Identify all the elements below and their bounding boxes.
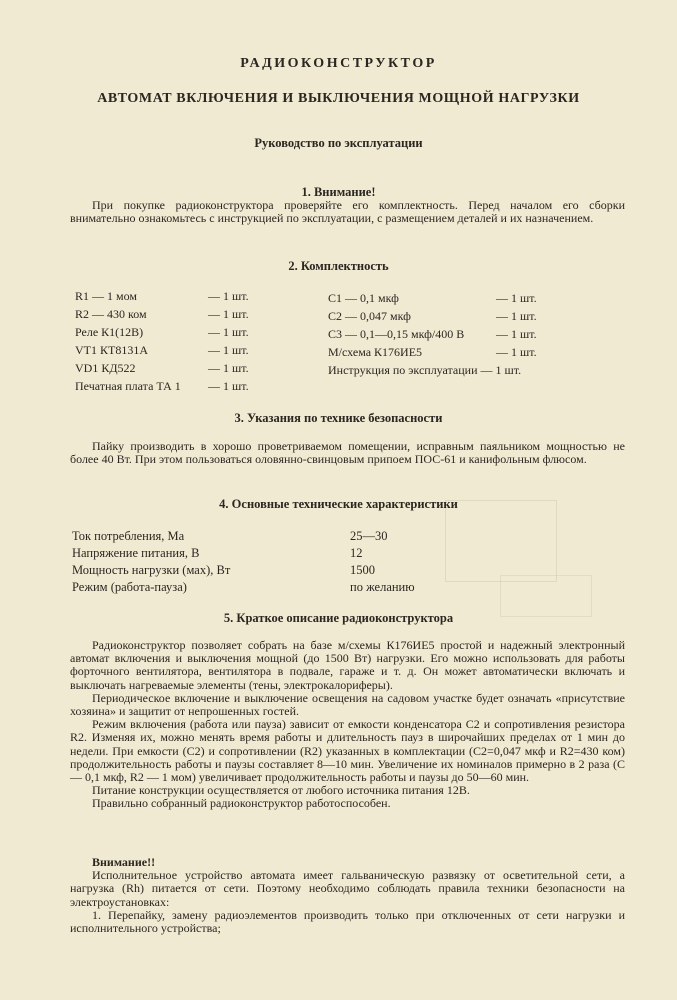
section-5-paragraph: Радиоконструктор позволяет собрать на базе м/схемы К176ИЕ5 простой и надежный электронный автомат включения и выключения мощной (до 1500 Вт) нагрузки. Его можно использовать для работы форточного вентилятора, вентилятора в подвале, гараже и т. д. Он может автоматически включать и выключать нагреваемые элементы (тены, электрокалориферы). <box>70 638 625 692</box>
section-5-paragraph: Питание конструкции осуществляется от любого источника питания 12В. <box>92 783 470 798</box>
warning-title: Внимание!! <box>92 855 156 869</box>
warning-paragraph: Исполнительное устройство автомата имеет гальваническую развязку от осветительной сети, а нагрузка (Rh) питается от сети. Поэтому необходимо соблюдать правила техники безопасности на электроустановках: <box>70 868 625 909</box>
section-5-title: 5. Краткое описание радиоконструктора <box>223 611 454 625</box>
kit-label: РАДИОКОНСТРУКТОР <box>240 56 437 71</box>
section-5-body <box>70 639 625 811</box>
section-4-title: 4. Основные технические характеристики <box>219 497 458 511</box>
section-3-title: 3. Указания по технике безопасности <box>234 411 443 425</box>
document-title: АВТОМАТ ВКЛЮЧЕНИЯ И ВЫКЛЮЧЕНИЯ МОЩНОЙ НАГРУЗКИ <box>97 91 580 106</box>
spec-row: Напряжение питания, В 12 <box>72 546 363 560</box>
spec-row: Режим (работа-пауза) по желанию <box>72 580 415 594</box>
section-5-paragraph: Периодическое включение и выключение освещения на садовом участке будет означать «присутствие хозяина» и защитит от непрошенных гостей. <box>70 690 625 719</box>
section-5-paragraph: Правильно собранный радиоконструктор работоспособен. <box>92 796 391 811</box>
manual-subtitle: Руководство по эксплуатации <box>254 136 423 150</box>
section-3-text: Пайку производить в хорошо проветриваемом помещении, исправным паяльником мощностью не более 40 Вт. При этом пользоваться оловянно-свинцовым припоем ПОС-61 и канифольным флюсом. <box>70 439 625 467</box>
manual-page: РАДИОКОНСТРУКТОР АВТОМАТ ВКЛЮЧЕНИЯ И ВЫКЛЮЧЕНИЯ МОЩНОЙ НАГРУЗКИ Руководство по эксплуатации 1. Внимание! При покупке радиоконструктора проверяйте его комплектность. Перед началом его сборки внимательно ознакомьтесь с инструкцией по эксплуатации, с размещением деталей и их назначением. 2. Комплектность R1 — 1 мом — 1 шт. R2 — 430 ком — 1 шт. Реле К1(12В) — 1 шт. VT1 КТ8131А — 1 шт. VD1 КД522 — 1 шт. Печатная плата ТА 1 — 1 шт. С1 — 0,1 мкф — 1 шт. С2 — 0,047 мкф — 1 шт. С3 — 0,1—0,15 мкф/400 В — 1 шт. М/схема К176ИЕ5 — 1 шт. Инструкция по эксплуатации — 1 шт. 3. Указания по технике безопасности Пайку производить в хорошо проветриваемом помещении, исправным паяльником мощностью не более 40 Вт. При этом пользоваться оловянно-свинцовым припоем ПОС-61 и канифольным флюсом. 4. Основные технические характеристики Ток потребления, Ма 25—30 Напряжение питания, В 12 Мощность нагрузки (мах), Вт 1500 Режим (работа-пауза) по желанию 5. Краткое описание радиоконструктора Радиоконструктор позволяет собрать на базе м/схемы К176ИЕ5 простой и надежный электронный автомат включения и выключения мощной (до 1500 Вт) нагрузки. Его можно использовать для работы форточного вентилятора, вентилятора в подвале, гараже и т. д. Он может автоматически включать и выключать нагреваемые элементы (тены, электрокалориферы). Периодическое включение и выключение освещения на садовом участке будет означать «присутствие хозяина» и защитит от непрошенных гостей. Режим включения (работа или пауза) зависит от емкости конденсатора С2 и сопротивления резистора R2. Изменяя их, можно менять время работы и длительность пауз в широчайших пределах от 1 мин до недели. При емкости (С2) и сопротивлении (R2) указанных в комплектации (С2=0,047 мкф и R2=430 ком) продолжительность работы и паузы составляет 8—10 мин. Увеличение их номиналов примерно в 2 раза (С — 0,1 мкф, R2 — 1 мом) увеличивает продолжительность работы и паузы до 50—60 мин. Питание конструкции осуществляется от любого источника питания 12В. Правильно собранный радиоконструктор работоспособен. Внимание!! Исполнительное устройство автомата имеет гальваническую развязку от осветительной сети, а нагрузка (Rh) питается от сети. Поэтому необходимо соблюдать правила техники безопасности на электроустановках: 1. Перепайку, замену радиоэлементов производить только при отключенных от сети нагрузки и исполнительного устройства; <box>0 0 677 1000</box>
section-2-title: 2. Комплектность <box>288 259 389 273</box>
section-1-text: При покупке радиоконструктора проверяйте его комплектность. Перед началом его сборки внимательно ознакомьтесь с инструкцией по эксплуатации, с размещением деталей и их назначением. <box>70 198 625 226</box>
spec-row: Ток потребления, Ма 25—30 <box>72 529 388 543</box>
spec-row: Мощность нагрузки (мах), Вт 1500 <box>72 563 375 577</box>
warning-paragraph: 1. Перепайку, замену радиоэлементов производить только при отключенных от сети нагрузки и исполнительного устройства; <box>70 907 625 936</box>
warning-block <box>70 856 625 935</box>
section-1-title: 1. Внимание! <box>301 185 376 199</box>
section-5-paragraph: Режим включения (работа или пауза) зависит от емкости конденсатора С2 и сопротивления резистора R2. Изменяя их, можно менять время работы и длительность пауз в широчайших пределах от 1 мин до недели. При емкости (С2) и сопротивлении (R2) указанных в комплектации (С2=0,047 мкф и R2=430 ком) продолжительность работы и паузы составляет 8—10 мин. Увеличение их номиналов примерно в 2 раза (С — 0,1 мкф, R2 — 1 мом) увеличивает продолжительность работы и паузы до 50—60 мин. <box>70 717 625 785</box>
